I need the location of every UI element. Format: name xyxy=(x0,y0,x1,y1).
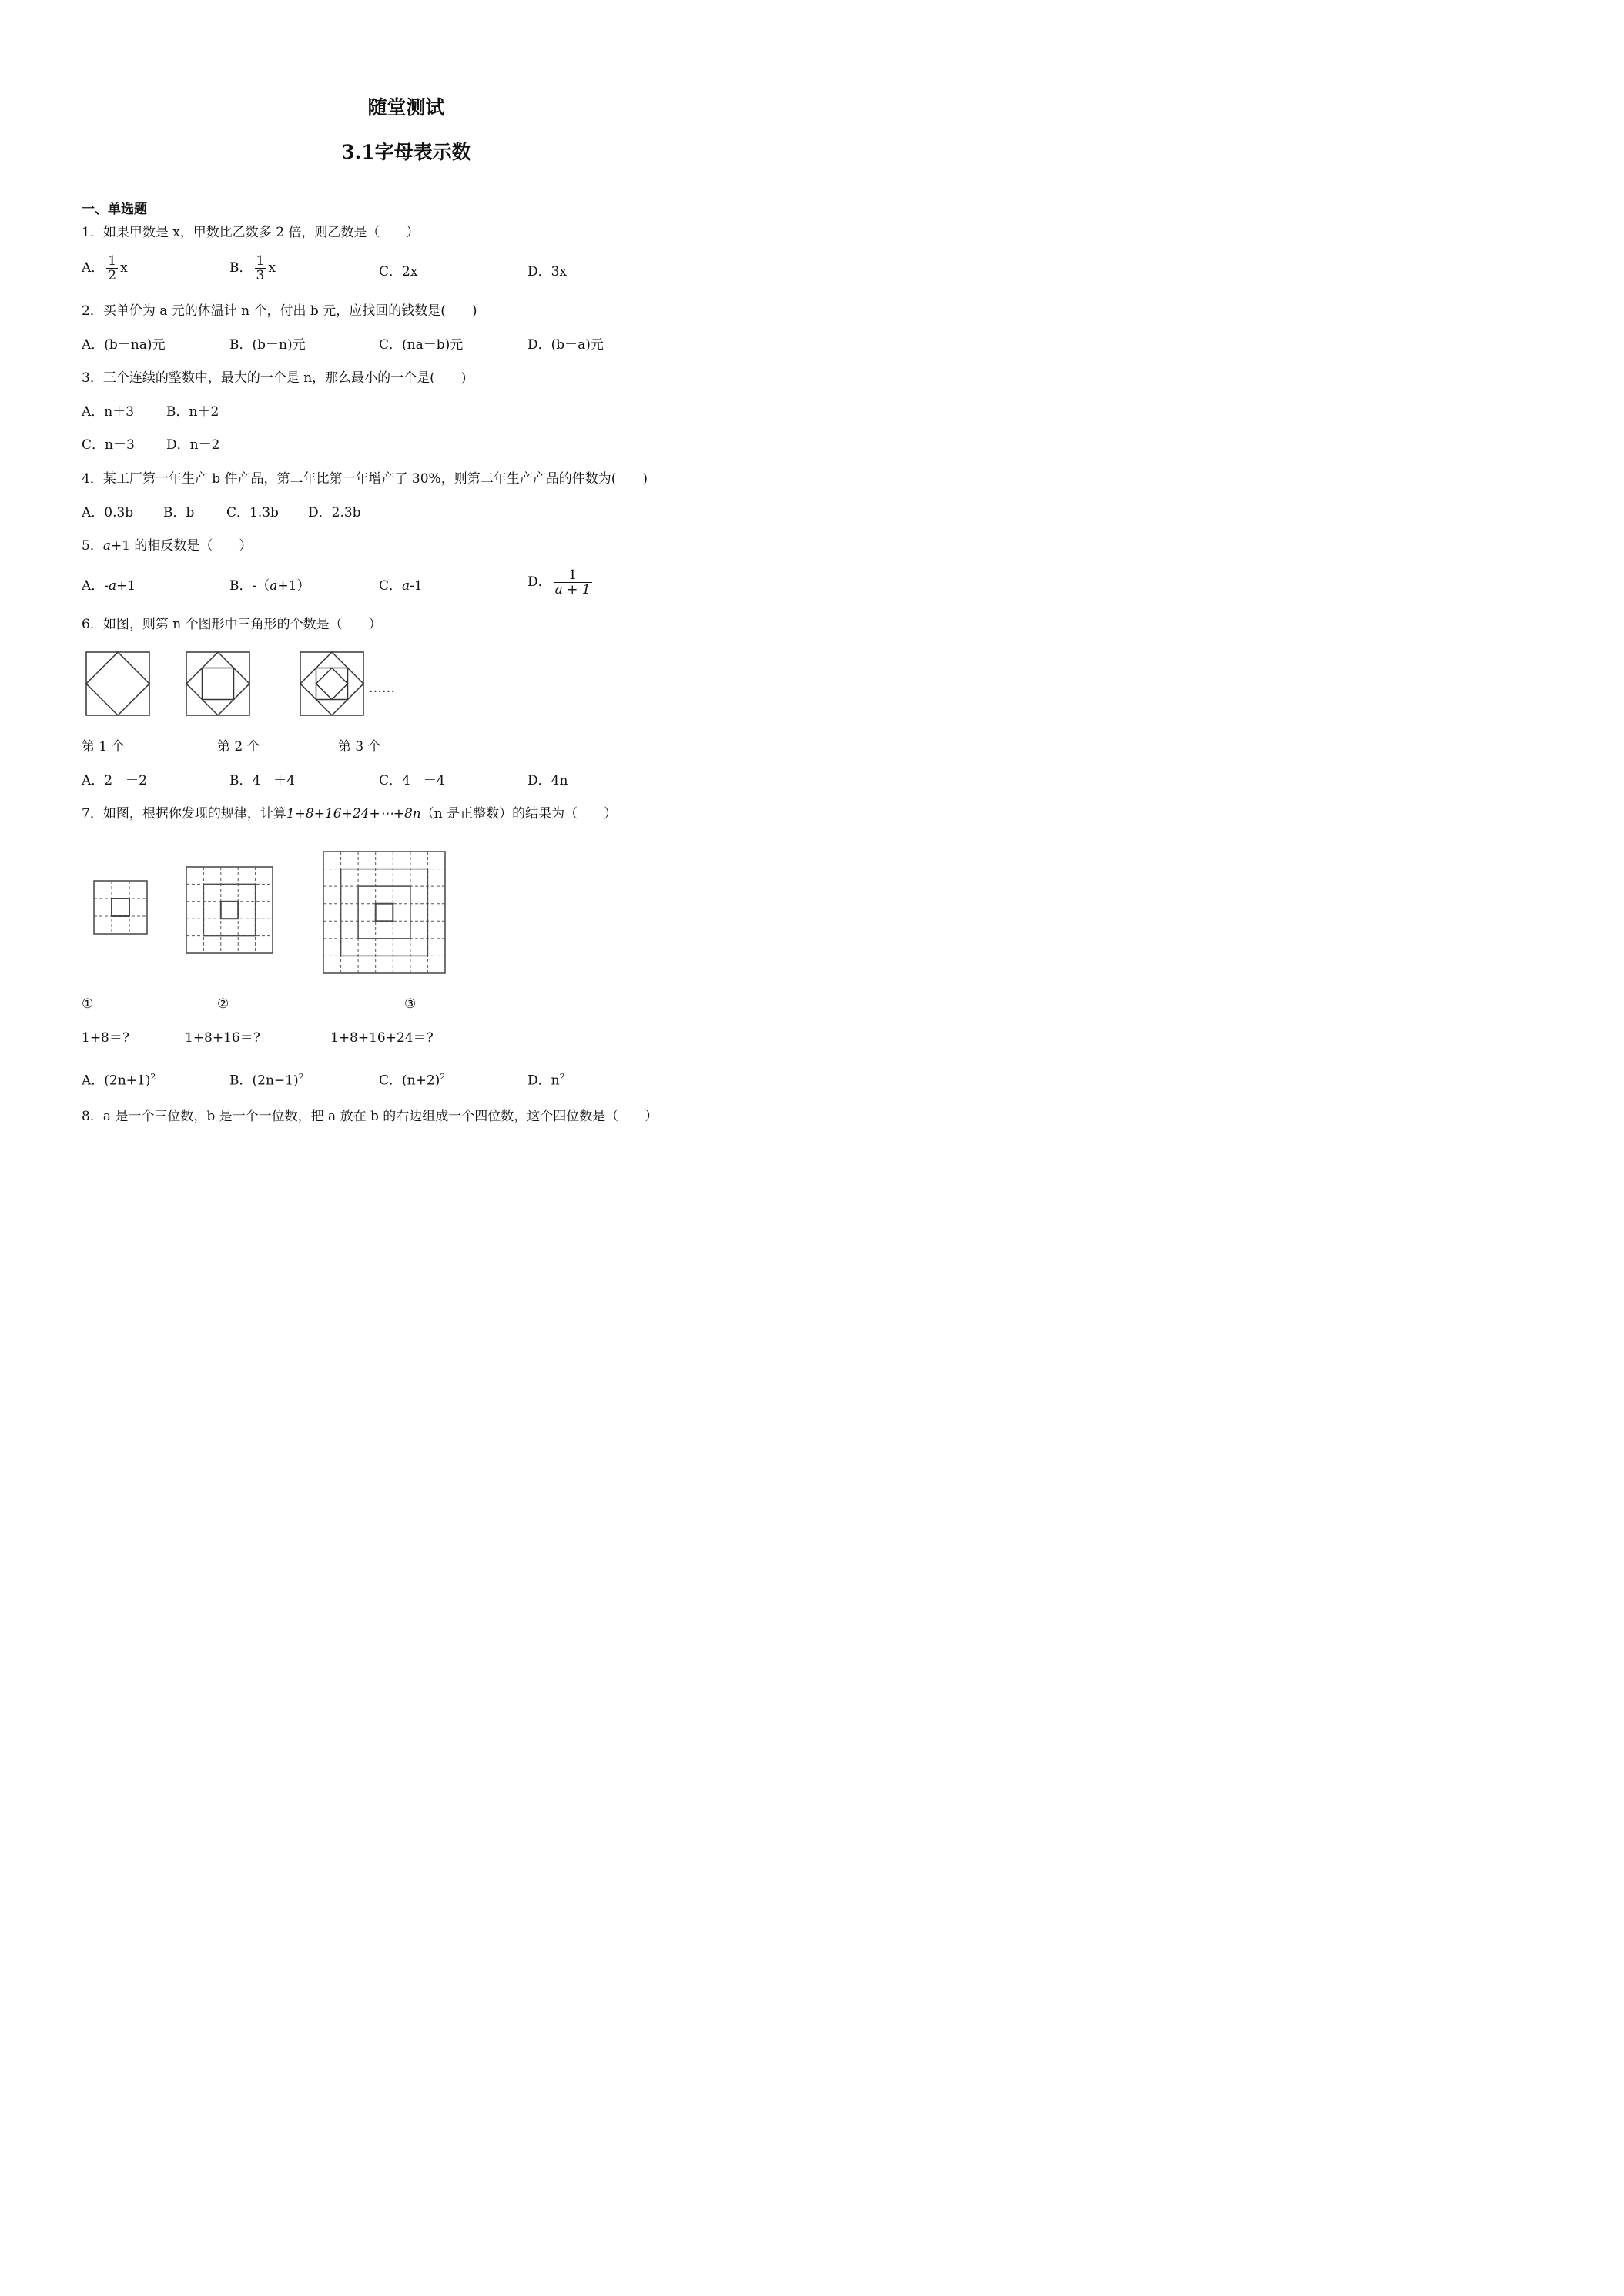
page-subtitle: 3.1字母表示数 xyxy=(341,141,471,163)
q7-figure-1 xyxy=(92,879,151,938)
q3-option-b: B．n＋2 xyxy=(166,404,219,420)
q7-option-b: B．$(2n-1)^2$ xyxy=(229,1072,304,1089)
q6-caption-1: 第 1 个 xyxy=(82,739,125,755)
q1-option-a: A． $\frac{1}{2}$ x xyxy=(82,253,128,283)
q7-figure-label-3: ③ xyxy=(404,996,417,1012)
q2-option-d: D．(b－a)元 xyxy=(527,337,604,353)
q5-option-c: C．a-1 xyxy=(379,578,423,594)
q6-figure-1 xyxy=(85,651,154,720)
q6-option-a: A．2 ＋2 xyxy=(82,773,147,788)
q7-figure-3 xyxy=(322,850,448,976)
q5-stem: 5．a+1 的相反数是（ ） xyxy=(82,538,253,554)
q7-option-d: D．$n^2$ xyxy=(527,1072,565,1089)
q4-stem: 4．某工厂第一年生产 b 件产品，第二年比第一年增产了 30%，则第二年生产产品的件数为( ) xyxy=(82,471,648,487)
q6-option-d: D．4n xyxy=(527,773,568,788)
q5-option-a: A．-a+1 xyxy=(82,578,136,594)
q7-stem: 7．如图，根据你发现的规律，计算1+8+16+24+⋯+8n（n 是正整数）的结果为（ ） xyxy=(82,806,618,822)
q6-figure-3 xyxy=(299,651,368,720)
q7-figure-2 xyxy=(185,865,276,956)
q8-stem: 8．a 是一个三位数，b 是一个一位数，把 a 放在 b 的右边组成一个四位数，这个四位数是（ ） xyxy=(82,1109,658,1124)
q6-stem: 6．如图，则第 n 个图形中三角形的个数是（ ） xyxy=(82,617,382,632)
q1-option-d: D．3x xyxy=(527,264,568,279)
q5-option-d: D． $\frac{1}{a + 1}$ xyxy=(527,567,591,597)
q2-option-c: C．(na－b)元 xyxy=(379,337,464,353)
q7-option-a: A．$(2n+1)^2$ xyxy=(82,1072,156,1089)
q7-equation-1: 1+8＝? xyxy=(82,1030,129,1046)
page-title: 随堂测试 xyxy=(367,96,445,119)
q6-option-c: C．4 －4 xyxy=(379,773,445,788)
q3-option-d: D．n－2 xyxy=(166,437,220,453)
q2-option-b: B．(b－n)元 xyxy=(229,337,306,353)
q7-equation-2: 1+8+16＝? xyxy=(185,1030,260,1046)
q5-option-b: B．-（a+1） xyxy=(229,578,310,594)
q1-stem: 1．如果甲数是 x，甲数比乙数多 2 倍，则乙数是（ ） xyxy=(82,225,420,240)
q7-option-c: C．$(n+2)^2$ xyxy=(379,1072,446,1089)
q1-option-b: B． $\frac{1}{3}$ x xyxy=(229,253,276,283)
q6-caption-2: 第 2 个 xyxy=(217,739,260,755)
q3-option-c: C．n－3 xyxy=(82,437,135,453)
q7-figure-label-1: ① xyxy=(82,996,94,1012)
q4-option-a: A．0.3b xyxy=(82,505,134,520)
q2-stem: 2．买单价为 a 元的体温计 n 个，付出 b 元，应找回的钱数是( ) xyxy=(82,303,477,319)
q2-option-a: A．(b－na)元 xyxy=(82,337,166,353)
q6-figure-2 xyxy=(185,651,254,720)
q4-option-c: C．1.3b xyxy=(226,505,279,520)
q6-ellipsis: …… xyxy=(369,681,395,696)
q6-option-b: B．4 ＋4 xyxy=(229,773,296,788)
q1-option-c: C．2x xyxy=(379,264,418,279)
q4-option-b: B．b xyxy=(163,505,195,520)
q3-option-a: A．n＋3 xyxy=(82,404,135,420)
q3-stem: 3．三个连续的整数中，最大的一个是 n，那么最小的一个是( ) xyxy=(82,370,467,386)
q4-option-d: D．2.3b xyxy=(308,505,361,520)
q7-equation-3: 1+8+16+24＝? xyxy=(330,1030,434,1046)
q6-caption-3: 第 3 个 xyxy=(338,739,381,755)
q7-figure-label-2: ② xyxy=(217,996,229,1012)
section-heading: 一、单选题 xyxy=(82,202,147,217)
